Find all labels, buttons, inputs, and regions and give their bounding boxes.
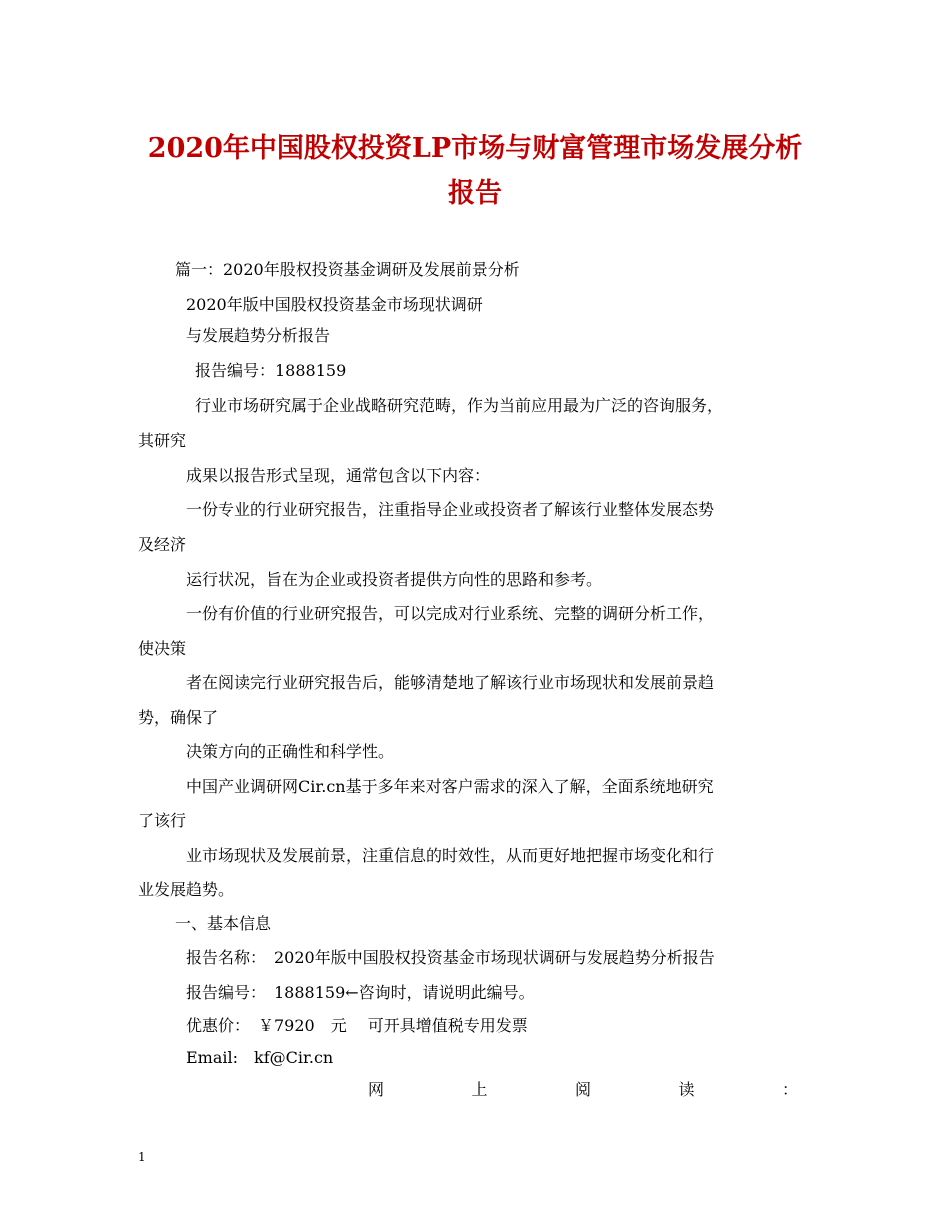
spread-char: 上 — [471, 1080, 488, 1099]
body-paragraph-line: 其研究 — [138, 431, 187, 450]
body-paragraph-line: 决策方向的正确性和科学性。 — [186, 742, 395, 761]
body-paragraph-line: 一份有价值的行业研究报告，可以完成对行业系统、完整的调研分析工作， — [186, 604, 715, 623]
body-paragraph-line: 势，确保了 — [138, 708, 219, 727]
body-paragraph-line: 了该行 — [138, 811, 187, 830]
info-report-number: 报告编号： 1888159←咨询时，请说明此编号。 — [186, 983, 535, 1002]
spread-char: ： — [781, 1080, 798, 1099]
body-paragraph-line: 业市场现状及发展前景，注重信息的时效性，从而更好地把握市场变化和行 — [186, 846, 715, 865]
section-heading-basic-info: 一、基本信息 — [175, 914, 272, 933]
body-paragraph-line: 行业市场研究属于企业战略研究范畴，作为当前应用最为广泛的咨询服务， — [195, 396, 724, 415]
online-reading-line — [368, 1080, 798, 1100]
spread-char: 读 — [678, 1080, 695, 1099]
report-name-line-2: 与发展趋势分析报告 — [186, 326, 331, 345]
info-email: Email: kf@Cir.cn — [186, 1048, 334, 1067]
spread-char: 网 — [368, 1080, 385, 1099]
body-paragraph-line: 使决策 — [138, 639, 187, 658]
document-title-line-1: 2020年中国股权投资LP市场与财富管理市场发展分析 — [147, 133, 803, 164]
body-paragraph-line: 者在阅读完行业研究报告后，能够清楚地了解该行业市场现状和发展前景趋 — [186, 673, 715, 692]
page-number: 1 — [138, 1150, 146, 1164]
document-title-line-2: 报告 — [448, 178, 502, 209]
section-heading-part-one: 篇一：2020年股权投资基金调研及发展前景分析 — [175, 260, 520, 279]
report-name-line-1: 2020年版中国股权投资基金市场现状调研 — [186, 295, 483, 314]
body-paragraph-line: 运行状况，旨在为企业或投资者提供方向性的思路和参考。 — [186, 570, 603, 589]
report-number-line: 报告编号：1888159 — [195, 361, 347, 380]
body-paragraph-line: 一份专业的行业研究报告，注重指导企业或投资者了解该行业整体发展态势 — [186, 500, 715, 519]
body-paragraph-line: 中国产业调研网Cir.cn基于多年来对客户需求的深入了解，全面系统地研究 — [186, 777, 714, 796]
body-paragraph-line: 及经济 — [138, 535, 187, 554]
info-report-name: 报告名称： 2020年版中国股权投资基金市场现状调研与发展趋势分析报告 — [186, 948, 715, 967]
info-price: 优惠价： ￥7920 元 可开具增值税专用发票 — [186, 1016, 528, 1035]
body-paragraph-line: 成果以报告形式呈现，通常包含以下内容： — [186, 466, 491, 485]
spread-char: 阅 — [574, 1080, 591, 1099]
body-paragraph-line: 业发展趋势。 — [138, 880, 235, 899]
